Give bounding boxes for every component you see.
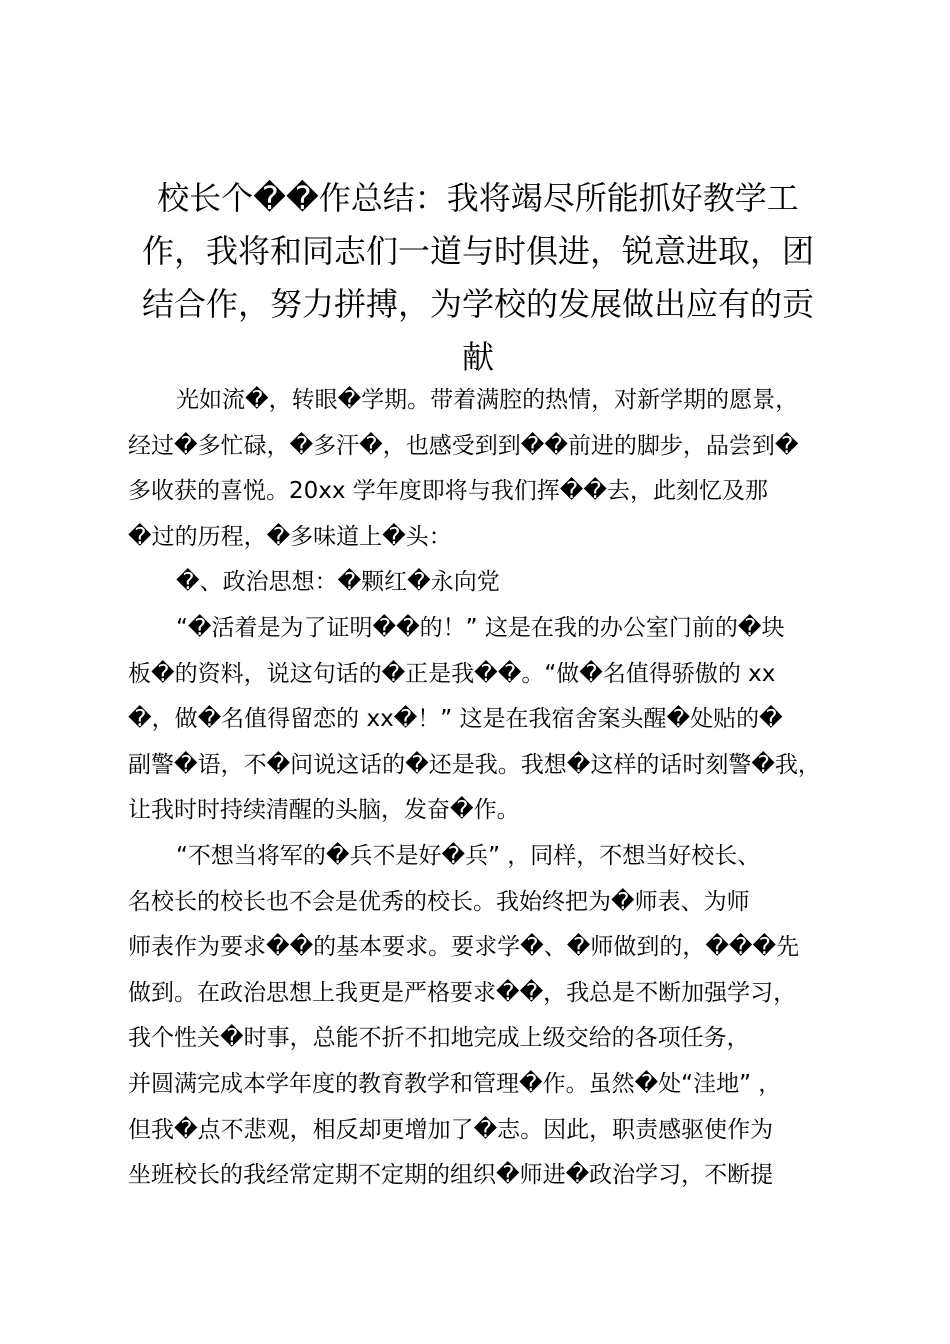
text-line: 并圆满完成本学年度的教育教学和管理�作。虽然�处“洼地” ，: [128, 1070, 782, 1097]
text-line: 让我时时持续清醒的头脑，发奋�作。: [128, 797, 520, 824]
document-body: [128, 378, 854, 1199]
text-line: 名校长的校长也不会是优秀的校长。我始终把为�师表、为师: [128, 888, 750, 915]
text-line: 但我�点不悲观，相反却更增加了�志。因此，职责感驱使作为: [128, 1116, 774, 1143]
text-line: 师表作为要求��的基本要求。要求学�、�师做到的，���先: [128, 934, 800, 961]
text-line: 做到。在政治思想上我更是严格要求��，我总是不断加强学习，: [128, 979, 797, 1006]
text-line: �过的历程，�多味道上�头：: [128, 523, 452, 550]
text-line: 坐班校长的我经常定期不定期的组织�师进�政治学习，不断提: [128, 1162, 774, 1189]
text-line: “�活着是为了证明��的！” 这是在我的办公室门前的�块: [176, 614, 785, 641]
text-line: 经过�多忙碌，�多汗�，也感受到到��前进的脚步，品尝到�: [128, 432, 799, 459]
text-line: 副警�语，不�问说这话的�还是我。我想�这样的话时刻警�我，: [128, 751, 821, 778]
document-title: 校长个��作总结：我将竭尽所能抓好教学工作，我将和同志们一道与时俱进，锐意进取，团结合作，努力拼搏，为学校的发展做出应有的贡献: [141, 179, 814, 376]
text-line: 我个性关�时事，总能不折不扣地完成上级交给的各项任务，: [128, 1025, 750, 1052]
text-line: 板�的资料，说这句话的�正是我��。“做�名值得骄傲的 xx: [128, 660, 776, 687]
text-line: 光如流�，转眼�学期。带着满腔的热情，对新学期的愿景，: [176, 387, 799, 413]
text-line: 多收获的喜悦。20xx 学年度即将与我们挥��去，此刻忆及那: [128, 478, 768, 505]
text-line: �，做�名值得留恋的 xx�！” 这是在我宿舍案头醒�处贴的�: [128, 706, 783, 733]
section-heading: �、政治思想：�颗红�永向党: [176, 569, 500, 596]
text-line: “不想当将军的�兵不是好�兵” ，同样，不想当好校长、: [176, 842, 761, 869]
